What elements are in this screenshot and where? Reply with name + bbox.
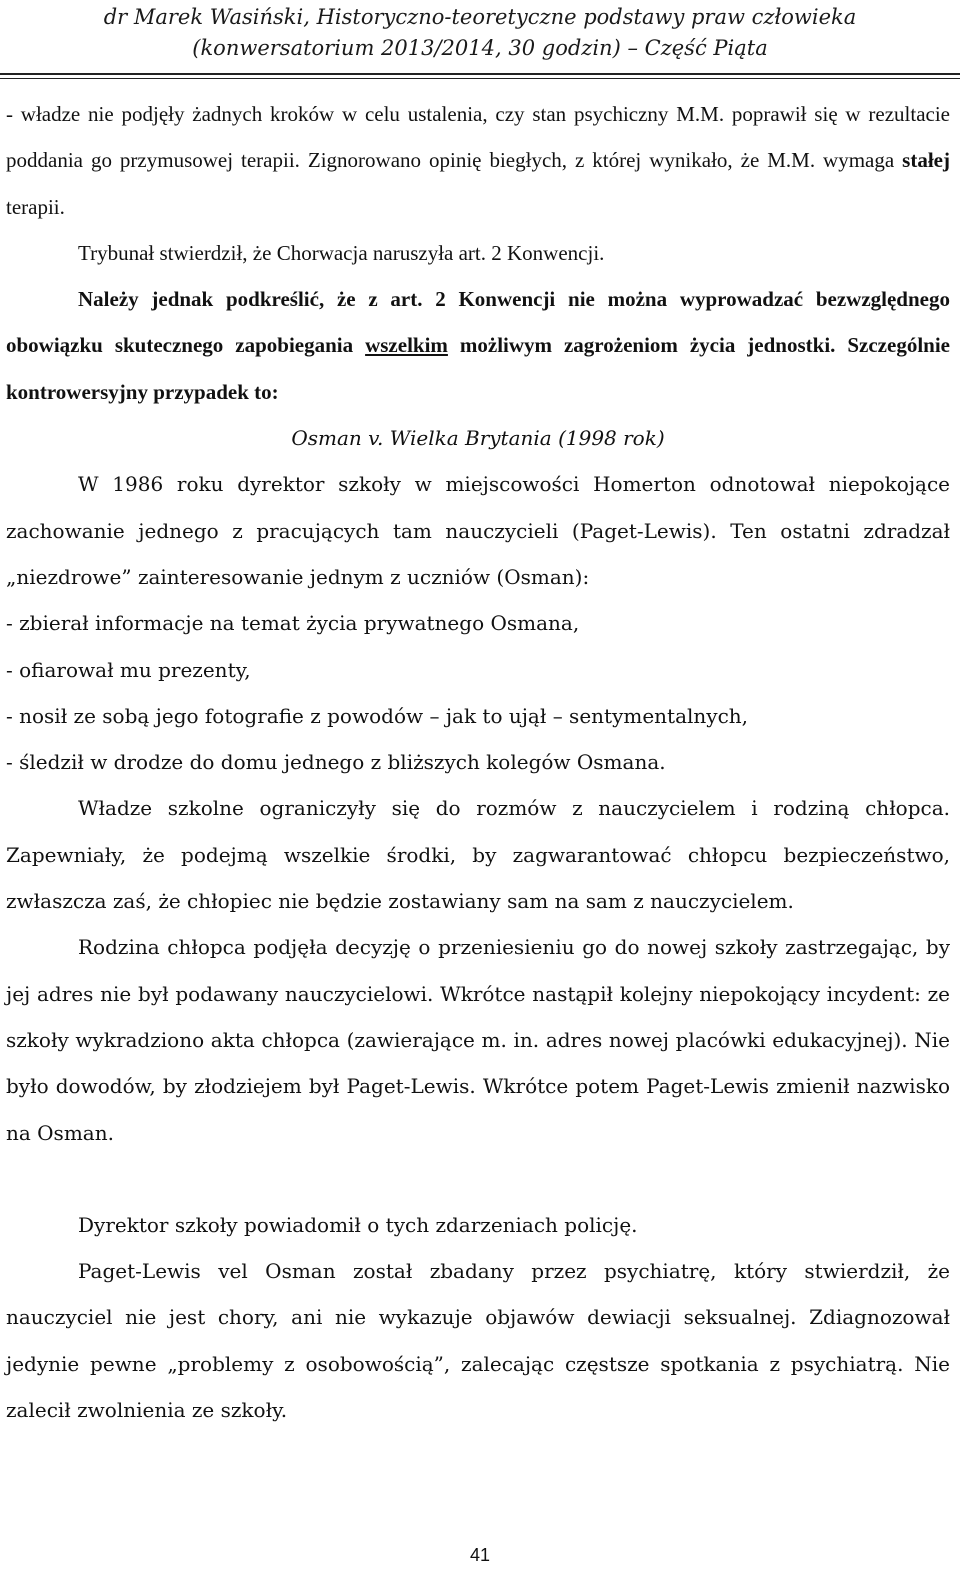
header-line-1: dr Marek Wasiński, Historyczno-teoretyczne podstawy praw człowieka (103, 5, 857, 29)
list-item: - śledził w drodze do domu jednego z bliższych kolegów Osmana. (6, 750, 666, 775)
list-item: - zbierał informacje na temat życia prywatnego Osmana, (6, 611, 580, 636)
blank-line (6, 1156, 950, 1202)
paragraph-text: - władze nie podjęły żadnych kroków w celu ustalenia, czy stan psychiczny M.M. poprawił się w rezultacie poddania go przymusowej terapii. Zignorowano opinię biegłych, z której wynikało, że M.M. wymaga (6, 102, 950, 173)
header-rule-thick (0, 73, 960, 75)
case-title: Osman v. Wielka Brytania (1998 rok) (291, 426, 665, 451)
emphasis-stalej: stałej (902, 148, 950, 173)
paragraph-school-authorities: Władze szkolne ograniczyły się do rozmów z nauczycielem i rodziną chłopca. Zapewniały, że podejmą wszelkie środki, by zagwarantować chłopcu bezpieczeństwo, zwłaszcza zaś, że chłopiec nie będzie zostawiany sam na sam z nauczycielem. (6, 796, 950, 914)
paragraph-family: Rodzina chłopca podjęła decyzję o przeniesieniu go do nowej szkoły zastrzegając, by jej adres nie był podawany nauczycielowi. Wkrótce nastąpił kolejny niepokojący incydent: ze szkoły wykradziono akta chłopca (zawierające m. in. adres nowej placówki edukacyjnej). Nie było dowodów, by złodziejem był Paget-Lewis. Wkrótce potem Paget-Lewis zmienił nazwisko na Osman. (6, 935, 950, 1145)
paragraph-director: Dyrektor szkoły powiadomił o tych zdarzeniach policję. (78, 1212, 638, 1237)
document-body (6, 91, 950, 1433)
paragraph-text: Należy jednak podkreślić, że z art. 2 Konwencji nie można wyprowadzać bezwzględnego obowiązku skutecznego zapobiegania (6, 287, 950, 358)
list-item: - nosił ze sobą jego fotografie z powodów – jak to ujął – sentymentalnych, (6, 703, 749, 728)
paragraph-text-end: terapii. (6, 194, 65, 219)
paragraph-tribunal-finding: Trybunał stwierdził, że Chorwacja naruszyła art. 2 Konwencji. (78, 240, 605, 265)
header-line-2: (konwersatorium 2013/2014, 30 godzin) – Część Piąta (192, 36, 768, 60)
header-rule-thin (0, 78, 960, 79)
paragraph-authorities (6, 91, 950, 230)
running-header (0, 0, 960, 72)
paragraph-case-intro: W 1986 roku dyrektor szkoły w miejscowości Homerton odnotował niepokojące zachowanie jednego z pracujących tam nauczycieli (Paget-Lewis). Ten ostatni zdradzał „niezdrowe” zainteresowanie jednym z uczniów (Osman): (6, 472, 950, 589)
paragraph-psychiatrist: Paget-Lewis vel Osman został zbadany przez psychiatrę, który stwierdził, że nauczyciel nie jest chory, ani nie wykazuje objawów dewiacji seksualnej. Zdiagnozował jedynie pewne „problemy z osobowością”, zalecając częstsze spotkania z psychiatrą. Nie zalecił zwolnienia ze szkoły. (6, 1259, 950, 1423)
underlined-wszelkim: wszelkim (365, 333, 448, 358)
page-number: 41 (469, 1545, 491, 1565)
paragraph-emphasis (6, 276, 950, 415)
paragraph-text-end: możliwym zagrożeniom życia jednostki. Szczególnie kontrowersyjny przypadek to: (6, 333, 950, 404)
list-item: - ofiarował mu prezenty, (6, 657, 251, 682)
